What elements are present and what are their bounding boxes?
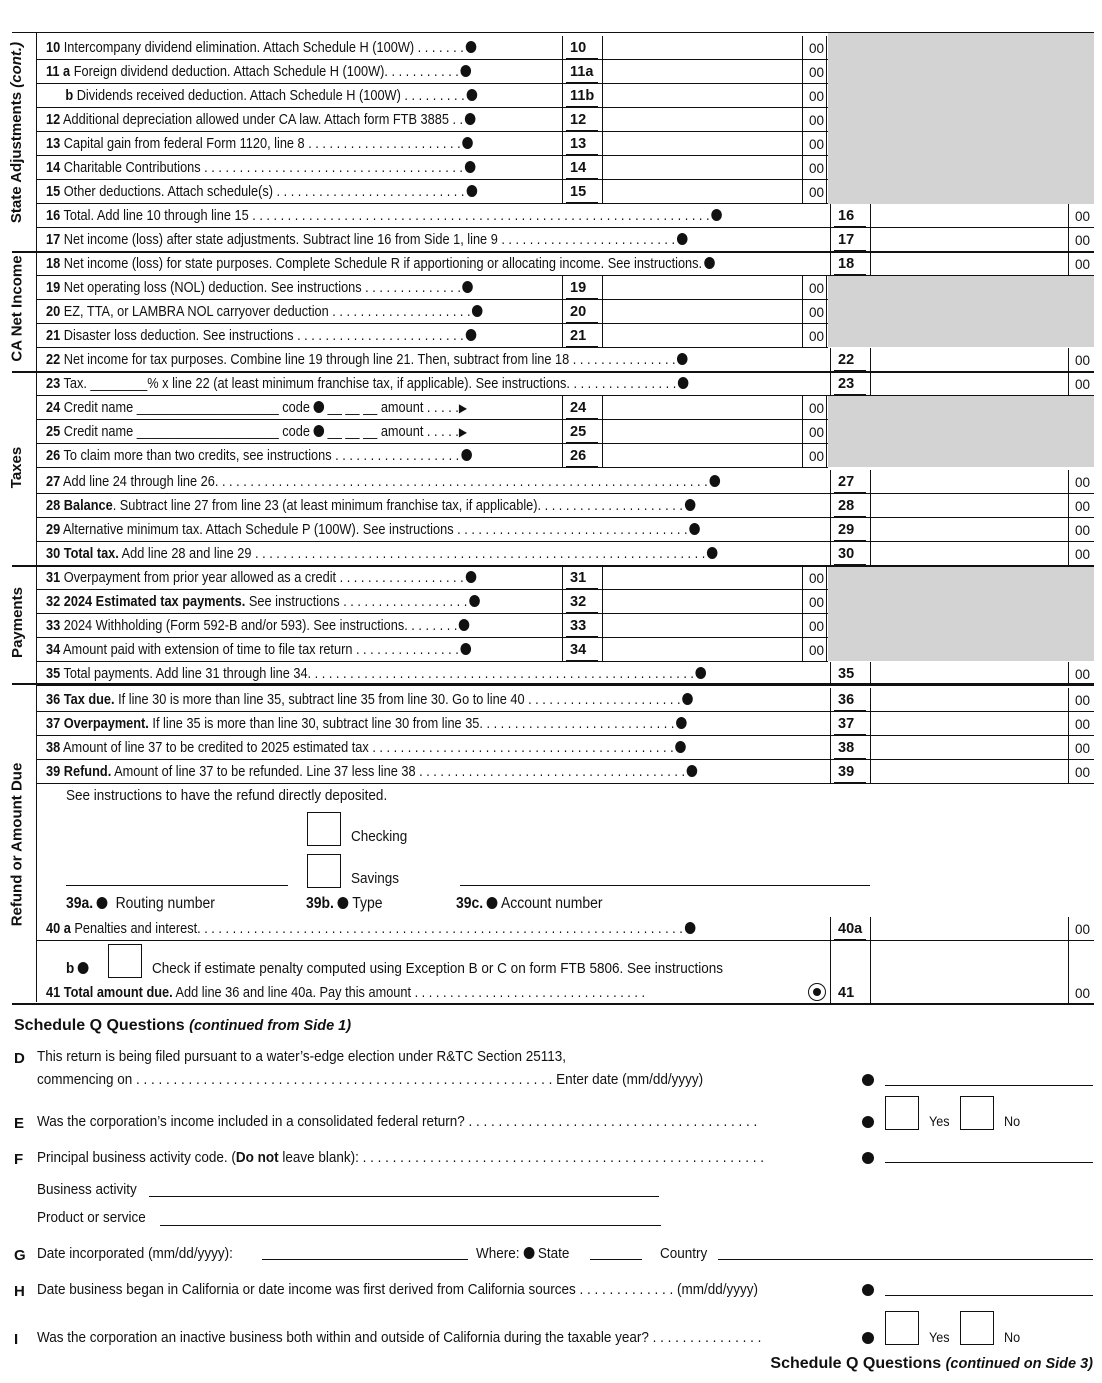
yes-label: Yes <box>929 1329 950 1345</box>
business-activity-code-field[interactable] <box>885 1162 1093 1163</box>
line-34-label: 34 <box>570 642 587 658</box>
line-40a-label: 40a <box>838 921 863 937</box>
date-incorporated-field[interactable] <box>262 1259 468 1260</box>
line-19-text: 19 Net operating loss (NOL) deduction. See instructions . . . . . . . . . . . . . . <box>46 276 473 300</box>
inactive-no-checkbox[interactable] <box>960 1311 994 1345</box>
bullet-icon <box>707 547 718 559</box>
no-label: No <box>1004 1329 1021 1345</box>
line-21-cents: 00 <box>808 329 824 344</box>
line-11a-label: 11a <box>570 64 594 80</box>
date-began-field[interactable] <box>885 1295 1093 1296</box>
bullet-icon <box>685 922 696 934</box>
line-18-text: 18 Net income (loss) for state purposes. Complete Schedule R if apportioning or allocating income. See instructions. <box>46 252 714 276</box>
no-label: No <box>1004 1113 1021 1129</box>
consolidated-no-checkbox[interactable] <box>960 1096 994 1130</box>
routing-number-field[interactable] <box>66 885 288 886</box>
bullet-icon <box>687 765 698 777</box>
bullet-icon <box>862 1284 874 1296</box>
line-39-cents: 00 <box>1074 765 1090 780</box>
line-21-amount-input[interactable] <box>603 324 802 348</box>
line-40a-amount-input[interactable] <box>871 917 1066 941</box>
line-40b-text: Check if estimate penalty computed using Exception B or C on form FTB 5806. See instructions <box>152 960 724 977</box>
line-24-cents: 00 <box>808 401 824 416</box>
line-35-cents: 00 <box>1074 667 1090 682</box>
line-35-text: 35 Total payments. Add line 31 through line 34. . . . . . . . . . . . . . . . . . . . . . . . . . . . . . . . . . . . . . . . . . . . . . . . . . . . . . . <box>46 662 706 686</box>
line-10-cents: 00 <box>808 41 824 56</box>
line-30-amount-input[interactable] <box>871 542 1066 566</box>
line-40a-text: 40 a Penalties and interest. . . . . . . . . . . . . . . . . . . . . . . . . . . . . . . . . . . . . . . . . . . . . . . . . . . . . . . . . . . . . . . . . . . . . <box>46 917 695 941</box>
line-28-label: 28 <box>838 498 855 514</box>
line-17-cents: 00 <box>1074 233 1090 248</box>
line-21-text: 21 Disaster loss deduction. See instructions . . . . . . . . . . . . . . . . . . . . . . . . <box>46 324 476 348</box>
account-number-field[interactable] <box>460 885 870 886</box>
line-18-cents: 00 <box>1074 257 1090 272</box>
line-39-label: 39 <box>838 764 855 780</box>
line-11a-text: 11 a Foreign dividend deduction. Attach Schedule H (100W). . . . . . . . . . . <box>46 60 471 84</box>
line-14-label: 14 <box>570 160 587 176</box>
line-17-label: 17 <box>838 232 855 248</box>
line-25-cents: 00 <box>808 425 824 440</box>
line-26-label: 26 <box>570 448 587 464</box>
bullet-icon <box>862 1332 874 1344</box>
line-12-amount-input[interactable] <box>603 108 802 132</box>
line-40b-prefix: b <box>66 960 89 977</box>
question-g-letter: G <box>14 1247 26 1264</box>
bullet-icon <box>461 643 472 655</box>
line-26-text: 26 To claim more than two credits, see instructions . . . . . . . . . . . . . . . . . . <box>46 444 472 468</box>
section-label-refund-or-amount-due: Refund or Amount Due <box>8 762 26 926</box>
line-16-cents: 00 <box>1074 209 1090 224</box>
line-41-label: 41 <box>838 985 855 1001</box>
line-33-label: 33 <box>570 618 587 634</box>
line-37-cents: 00 <box>1074 717 1090 732</box>
routing-number-label: 39a. Routing number <box>66 895 215 912</box>
line-32-label: 32 <box>570 594 587 610</box>
state-field[interactable] <box>590 1259 642 1260</box>
question-e-letter: E <box>14 1115 25 1132</box>
line-10-label: 10 <box>570 40 587 56</box>
estimate-penalty-checkbox[interactable] <box>108 944 142 978</box>
line-10-amount-input[interactable] <box>603 36 802 60</box>
question-i-letter: I <box>14 1331 19 1348</box>
bullet-icon <box>862 1116 874 1128</box>
line-27-text: 27 Add line 24 through line 26. . . . . . . . . . . . . . . . . . . . . . . . . . . . . . . . . . . . . . . . . . . . . . . . . . . . . . . . . . . . . . . . . . . . . . <box>46 470 720 494</box>
country-label: Country <box>660 1245 708 1262</box>
line-37-amount-input[interactable] <box>871 712 1066 736</box>
section-label-payments: Payments <box>8 586 26 658</box>
ring-bullet-icon <box>808 983 826 1001</box>
savings-checkbox[interactable] <box>307 854 341 888</box>
bullet-icon <box>313 401 324 413</box>
line-38-text: 38 Amount of line 37 to be credited to 2025 estimated tax . . . . . . . . . . . . . . . . . . . . . . . . . . . . . . . . . . . . . . . . . . . <box>46 736 686 760</box>
line-11b-amount-input[interactable] <box>603 84 802 108</box>
line-34-cents: 00 <box>808 643 824 658</box>
line-32-cents: 00 <box>808 595 824 610</box>
line-20-text: 20 EZ, TTA, or LAMBRA NOL carryover deduction . . . . . . . . . . . . . . . . . . . . <box>46 300 483 324</box>
bullet-icon <box>677 353 688 365</box>
line-20-amount-input[interactable] <box>603 300 802 324</box>
line-38-label: 38 <box>838 740 855 756</box>
line-11a-cents: 00 <box>808 65 824 80</box>
bullet-icon <box>682 693 693 705</box>
bullet-icon <box>711 209 722 221</box>
bullet-icon <box>459 619 470 631</box>
bullet-icon <box>685 499 696 511</box>
line-40a-cents: 00 <box>1074 922 1090 937</box>
line-23-cents: 00 <box>1074 377 1090 392</box>
line-30-cents: 00 <box>1074 547 1090 562</box>
line-25-amount-input[interactable] <box>603 420 802 444</box>
question-e-text: Was the corporation’s income included in a consolidated federal return? . . . . . . . . . . . . . . . . . . . . . . . . . . . . . . . . . . . . . . . <box>37 1113 758 1130</box>
line-33-amount-input[interactable] <box>603 614 802 638</box>
schedule-q-heading: Schedule Q Questions (continued from Side 1) <box>14 1017 352 1034</box>
line-14-cents: 00 <box>808 161 824 176</box>
line-33-cents: 00 <box>808 619 824 634</box>
line-12-label: 12 <box>570 112 587 128</box>
line-22-cents: 00 <box>1074 353 1090 368</box>
line-28-cents: 00 <box>1074 499 1090 514</box>
shaded-area <box>828 396 1094 467</box>
line-25-label: 25 <box>570 424 587 440</box>
question-h-letter: H <box>14 1283 25 1300</box>
question-d-text-2: commencing on . . . . . . . . . . . . . . . . . . . . . . . . . . . . . . . . . . . . . . . . . . . . . . . . . . . . . . . . Enter date (mm/dd/yyyy) <box>37 1071 704 1088</box>
section-label-taxes: Taxes <box>8 446 26 488</box>
account-type-label: 39b. Type <box>306 895 383 912</box>
question-d-text: This return is being filed pursuant to a water’s-edge election under R&TC Section 25113, <box>37 1048 567 1065</box>
bullet-icon <box>338 897 349 909</box>
business-activity-label: Business activity <box>37 1181 137 1198</box>
line-28-amount-input[interactable] <box>871 494 1066 518</box>
bullet-icon <box>678 377 689 389</box>
bullet-icon <box>78 962 89 974</box>
question-d-letter: D <box>14 1050 25 1067</box>
shaded-area <box>828 566 1094 661</box>
line-10-text: 10 Intercompany dividend elimination. Attach Schedule H (100W) . . . . . . . <box>46 36 476 60</box>
bullet-icon <box>469 595 480 607</box>
line-24-amount-input[interactable] <box>603 396 802 420</box>
bullet-icon <box>676 717 687 729</box>
line-34-text: 34 Amount paid with extension of time to file tax return . . . . . . . . . . . . . . . <box>46 638 471 662</box>
line-16-text: 16 Total. Add line 10 through line 15 . . . . . . . . . . . . . . . . . . . . . . . . . . . . . . . . . . . . . . . . . . . . . . . . . . . . . . . . . . . . . . . . . <box>46 204 722 228</box>
line-36-label: 36 <box>838 692 855 708</box>
line-22-label: 22 <box>838 352 855 368</box>
line-29-text: 29 Alternative minimum tax. Attach Schedule P (100W). See instructions . . . . . . . . . . . . . . . . . . . . . . . . . . . . . . . . . <box>46 518 700 542</box>
line-29-cents: 00 <box>1074 523 1090 538</box>
line-20-cents: 00 <box>808 305 824 320</box>
date-incorporated-label: Date incorporated (mm/dd/yyyy): <box>37 1245 233 1262</box>
line-23-text: 23 Tax. ________% x line 22 (at least minimum franchise tax, if applicable). See instructions. . . . . . . . . . . . . . . . <box>46 372 689 396</box>
line-13-text: 13 Capital gain from federal Form 1120, line 8 . . . . . . . . . . . . . . . . . . . . . . <box>46 132 473 156</box>
line-35-label: 35 <box>838 666 855 682</box>
checking-label: Checking <box>351 828 408 845</box>
bullet-icon <box>465 329 476 341</box>
line-23-label: 23 <box>838 376 855 392</box>
product-or-service-label: Product or service <box>37 1209 146 1226</box>
line-27-label: 27 <box>838 474 855 490</box>
line-11b-label: 11b <box>570 88 595 104</box>
line-29-amount-input[interactable] <box>871 518 1066 542</box>
waters-edge-date-field[interactable] <box>885 1085 1093 1086</box>
line-41-amount-input[interactable] <box>871 981 1066 1005</box>
line-20-label: 20 <box>570 304 587 320</box>
yes-label: Yes <box>929 1113 950 1129</box>
business-activity-field[interactable] <box>149 1196 659 1197</box>
checking-checkbox[interactable] <box>307 812 341 846</box>
line-30-label: 30 <box>838 546 855 562</box>
section-label-ca-net-income: CA Net Income <box>8 254 26 362</box>
section-label-state-adjustments: State Adjustments (cont.) <box>8 41 26 223</box>
line-32-text: 32 2024 Estimated tax payments. See instructions . . . . . . . . . . . . . . . . . . <box>46 590 480 614</box>
bullet-icon <box>97 897 108 909</box>
line-25-text: 25 Credit name ____________________ code __ __ __ amount . . . . .▶ <box>46 424 467 440</box>
bullet-icon <box>465 161 476 173</box>
question-f-text: Principal business activity code. (Do not leave blank): . . . . . . . . . . . . . . . . . . . . . . . . . . . . . . . . . . . . . . . . . . . . . . . . . . . . . . <box>37 1149 764 1166</box>
line-38-amount-input[interactable] <box>871 736 1066 760</box>
bullet-icon <box>472 305 483 317</box>
refund-deposit-note: See instructions to have the refund directly deposited. <box>66 787 388 804</box>
line-21-label: 21 <box>570 328 587 344</box>
line-13-label: 13 <box>570 136 587 152</box>
line-27-cents: 00 <box>1074 475 1090 490</box>
line-39-amount-input[interactable] <box>871 760 1066 784</box>
line-30-text: 30 Total tax. Add line 28 and line 29 . . . . . . . . . . . . . . . . . . . . . . . . . . . . . . . . . . . . . . . . . . . . . . . . . . . . . . . . . . . . . . . . <box>46 542 718 566</box>
line-33-text: 33 2024 Withholding (Form 592-B and/or 593). See instructions. . . . . . . . <box>46 614 470 638</box>
bullet-icon <box>466 89 477 101</box>
line-32-amount-input[interactable] <box>603 590 802 614</box>
question-f-letter: F <box>14 1151 24 1168</box>
line-19-cents: 00 <box>808 281 824 296</box>
where-label: Where: State <box>476 1245 570 1262</box>
line-39-text: 39 Refund. Amount of line 37 to be refunded. Line 37 less line 38 . . . . . . . . . . . . . . . . . . . . . . . . . . . . . . . . . . . . . . <box>46 760 697 784</box>
bullet-icon <box>487 897 498 909</box>
bullet-icon <box>862 1152 874 1164</box>
line-36-amount-input[interactable] <box>871 688 1066 712</box>
line-19-amount-input[interactable] <box>603 276 802 300</box>
line-23-amount-input[interactable] <box>871 372 1066 396</box>
bullet-icon <box>677 233 688 245</box>
bullet-icon <box>862 1074 874 1086</box>
line-15-label: 15 <box>570 184 587 200</box>
bullet-icon <box>704 257 715 269</box>
line-27-amount-input[interactable] <box>871 470 1066 494</box>
line-24-label: 24 <box>570 400 587 416</box>
line-14-amount-input[interactable] <box>603 156 802 180</box>
arrow-right-icon: ▶ <box>458 425 467 439</box>
bullet-icon <box>465 571 476 583</box>
line-24-text: 24 Credit name ____________________ code __ __ __ amount . . . . .▶ <box>46 400 467 416</box>
line-16-label: 16 <box>838 208 855 224</box>
account-number-label: 39c. Account number <box>456 895 603 912</box>
line-31-cents: 00 <box>808 571 824 586</box>
inactive-yes-checkbox[interactable] <box>885 1311 919 1345</box>
line-11b-text: b Dividends received deduction. Attach Schedule H (100W) . . . . . . . . . <box>46 84 477 108</box>
line-36-text: 36 Tax due. If line 30 is more than line 35, subtract line 35 from line 30. Go to line 40 . . . . . . . . . . . . . . . . . . . . . . <box>46 688 693 712</box>
bullet-icon <box>696 667 707 679</box>
product-or-service-field[interactable] <box>160 1225 661 1226</box>
consolidated-yes-checkbox[interactable] <box>885 1096 919 1130</box>
line-14-text: 14 Charitable Contributions . . . . . . . . . . . . . . . . . . . . . . . . . . . . . . . . . . . . . <box>46 156 475 180</box>
bullet-icon <box>461 65 472 77</box>
line-19-label: 19 <box>570 280 587 296</box>
line-18-label: 18 <box>838 256 855 272</box>
bullet-icon <box>461 449 472 461</box>
shaded-area <box>828 276 1094 347</box>
bullet-icon <box>709 475 720 487</box>
line-28-text: 28 Balance. Subtract line 27 from line 23 (at least minimum franchise tax, if applicable). . . . . . . . . . . . . . . . . . . . . <box>46 494 695 518</box>
line-11b-cents: 00 <box>808 89 824 104</box>
bullet-icon <box>675 741 686 753</box>
line-18-amount-input[interactable] <box>871 252 1066 276</box>
line-36-cents: 00 <box>1074 693 1090 708</box>
line-15-amount-input[interactable] <box>603 180 802 204</box>
line-13-amount-input[interactable] <box>603 132 802 156</box>
line-41-text: 41 Total amount due. Add line 36 and line 40a. Pay this amount . . . . . . . . . . . . . . . . . . . . . . . . . . . . . . . . . <box>46 985 646 1001</box>
line-38-cents: 00 <box>1074 741 1090 756</box>
line-12-text: 12 Additional depreciation allowed under CA law. Attach form FTB 3885 . . <box>46 108 475 132</box>
line-41-cents: 00 <box>1074 986 1090 1001</box>
line-22-text: 22 Net income for tax purposes. Combine line 19 through line 21. Then, subtract from line 18 . . . . . . . . . . . . . . . <box>46 348 688 372</box>
shaded-area <box>828 33 1094 204</box>
bullet-icon <box>466 41 477 53</box>
line-31-label: 31 <box>570 570 587 586</box>
question-i-text: Was the corporation an inactive business both within and outside of California during the taxable year? . . . . . . . . . . . . . . . <box>37 1329 762 1346</box>
line-15-cents: 00 <box>808 185 824 200</box>
bullet-icon <box>462 137 473 149</box>
bullet-icon <box>689 523 700 535</box>
schedule-q-footer: Schedule Q Questions (continued on Side 3) <box>770 1355 1093 1372</box>
bullet-icon <box>313 425 324 437</box>
bullet-icon <box>523 1247 534 1259</box>
line-34-amount-input[interactable] <box>603 638 802 662</box>
line-31-text: 31 Overpayment from prior year allowed as a credit . . . . . . . . . . . . . . . . . . <box>46 566 476 590</box>
line-26-amount-input[interactable] <box>603 444 802 468</box>
line-15-text: 15 Other deductions. Attach schedule(s) . . . . . . . . . . . . . . . . . . . . . . . . . . . <box>46 180 477 204</box>
line-29-label: 29 <box>838 522 855 538</box>
line-16-amount-input[interactable] <box>871 204 1066 228</box>
question-h-text: Date business began in California or date income was first derived from California sources . . . . . . . . . . . . . (mm/dd/yyyy) <box>37 1281 759 1298</box>
line-37-text: 37 Overpayment. If line 35 is more than line 30, subtract line 30 from line 35. . . . . . . . . . . . . . . . . . . . . . . . . . . . <box>46 712 687 736</box>
line-17-amount-input[interactable] <box>871 228 1066 252</box>
line-12-cents: 00 <box>808 113 824 128</box>
line-26-cents: 00 <box>808 449 824 464</box>
line-11a-amount-input[interactable] <box>603 60 802 84</box>
line-22-amount-input[interactable] <box>871 348 1066 372</box>
savings-label: Savings <box>351 870 400 887</box>
line-17-text: 17 Net income (loss) after state adjustments. Subtract line 16 from Side 1, line 9 . . . . . . . . . . . . . . . . . . . . . . . . . <box>46 228 687 252</box>
bullet-icon <box>466 185 477 197</box>
bullet-icon <box>465 113 476 125</box>
bullet-icon <box>463 281 474 293</box>
country-field[interactable] <box>718 1259 1093 1260</box>
line-31-amount-input[interactable] <box>603 566 802 590</box>
line-13-cents: 00 <box>808 137 824 152</box>
line-37-label: 37 <box>838 716 855 732</box>
arrow-right-icon: ▶ <box>458 401 467 415</box>
